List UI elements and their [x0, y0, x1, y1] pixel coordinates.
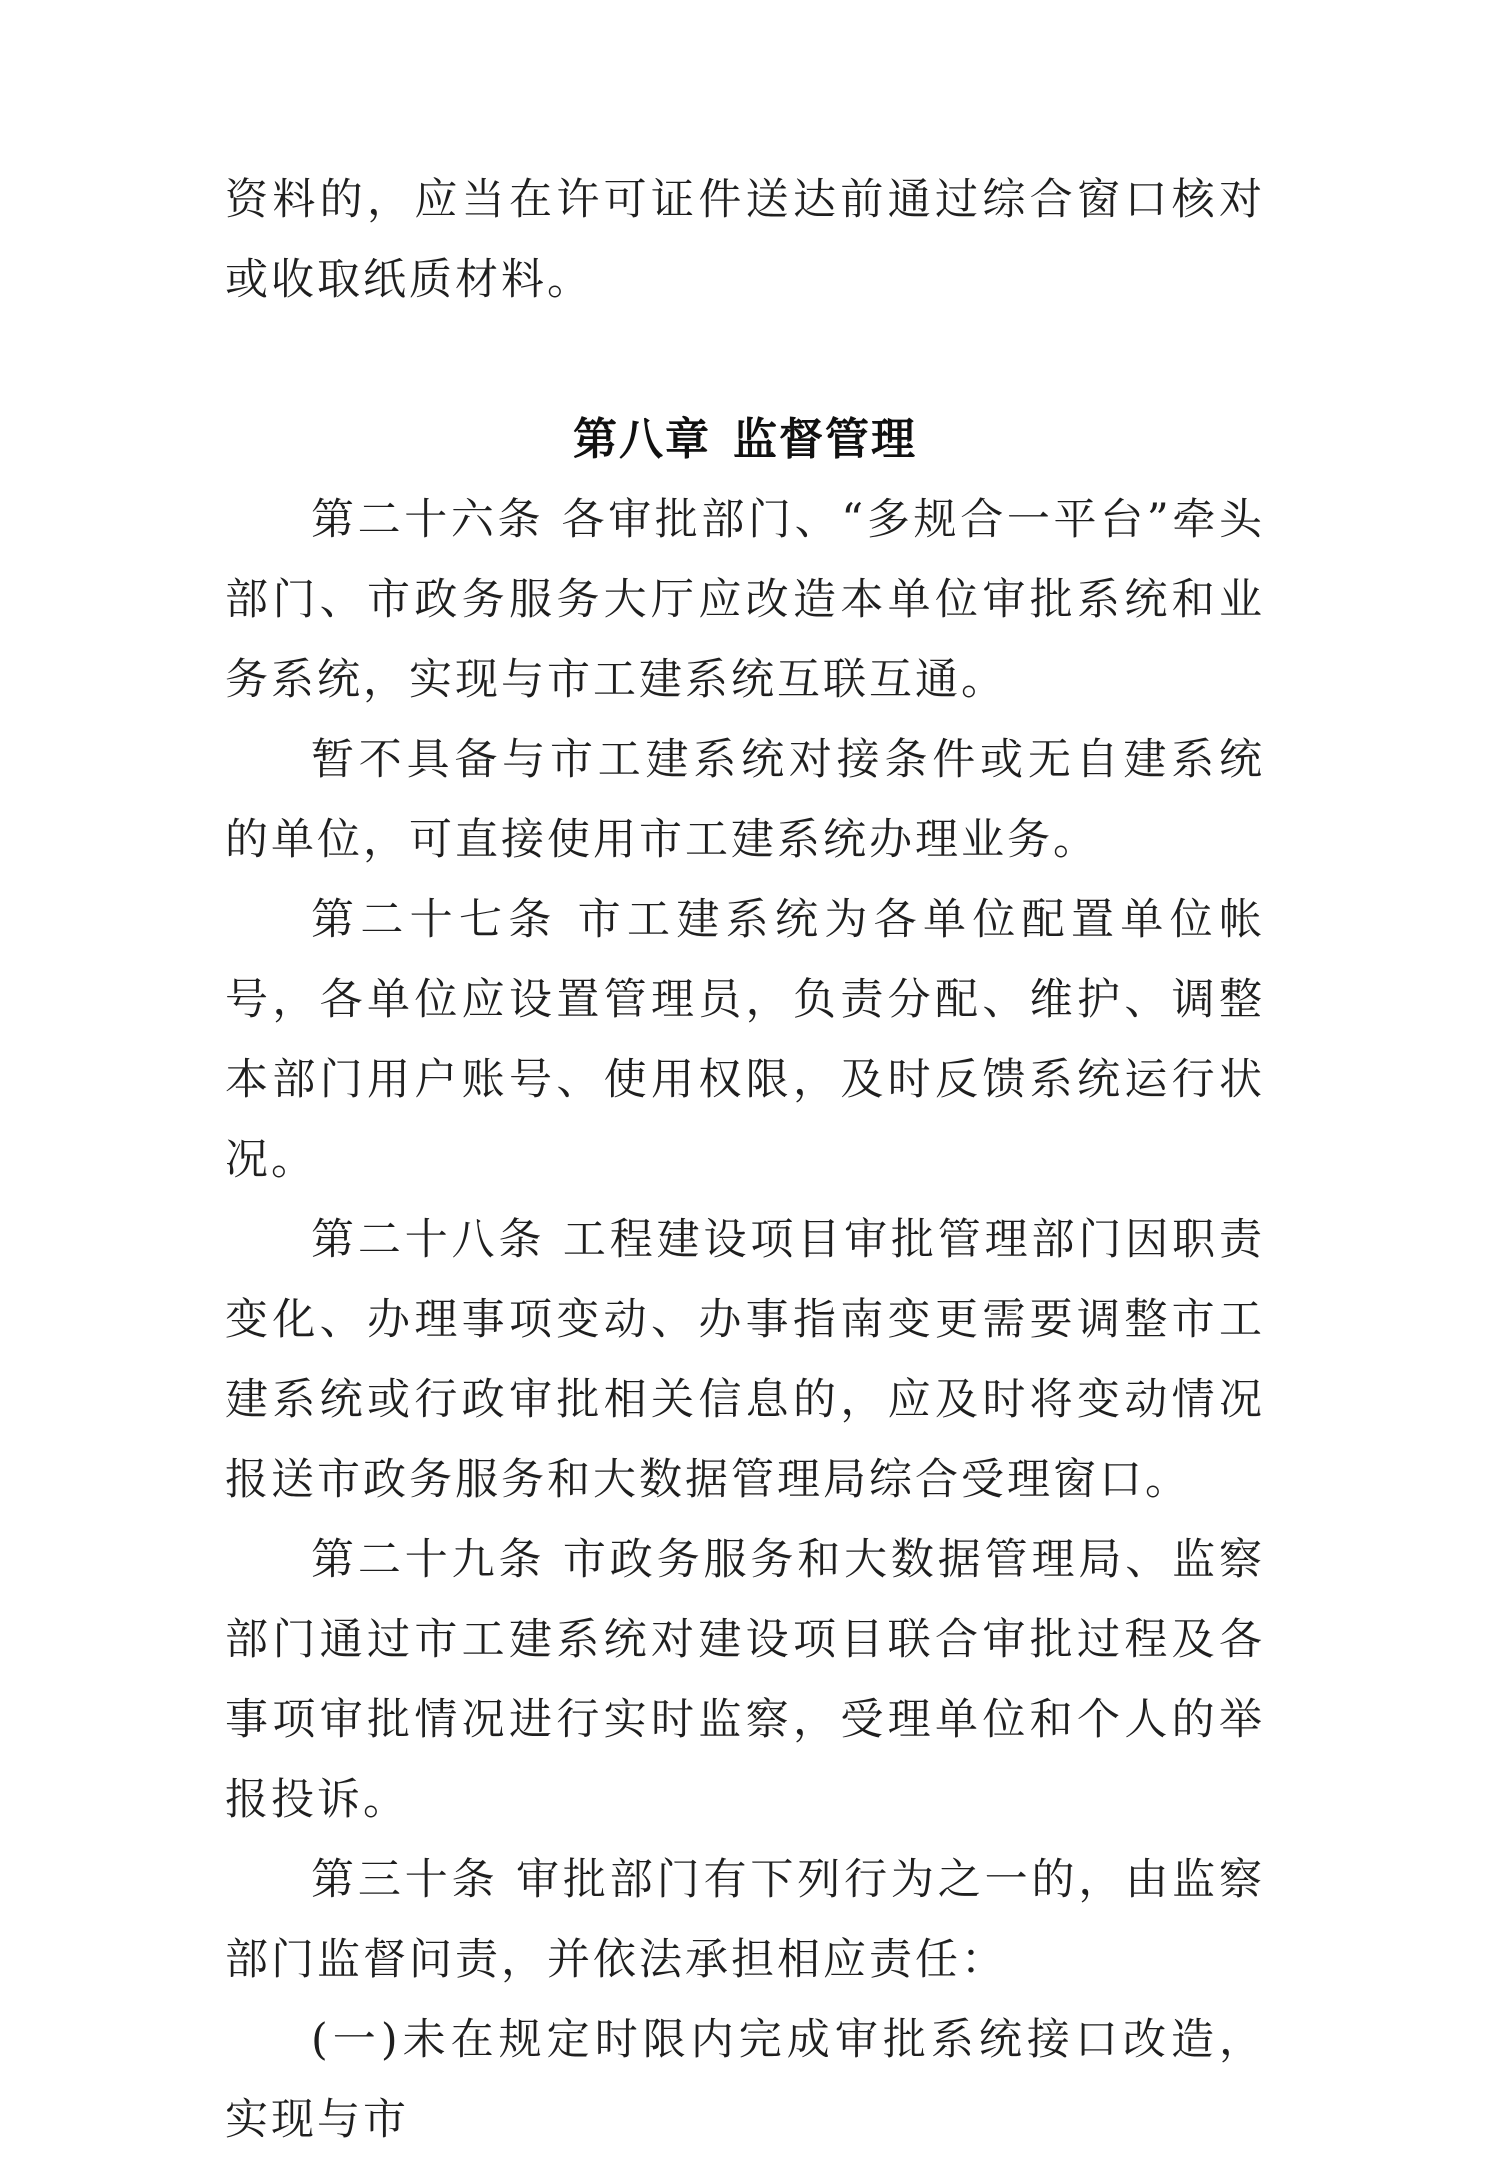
- chapter-title: 监督管理: [733, 414, 917, 465]
- article-26-paragraph: 第二十六条 各审批部门、“多规合一平台”牵头部门、市政务服务大厅应改造本单位审批系统和业务系统，实现与市工建系统互联互通。: [225, 495, 1265, 705]
- chapter-number: 第八章: [573, 414, 711, 465]
- document-body: [225, 160, 1265, 2160]
- article-30-paragraph: 第三十条 审批部门有下列行为之一的，由监察部门监督问责，并依法承担相应责任：: [225, 1855, 1265, 1985]
- article-29-paragraph: 第二十九条 市政务服务和大数据管理局、监察部门通过市工建系统对建设项目联合审批过程及各事项审批情况进行实时监察，受理单位和个人的举报投诉。: [225, 1535, 1265, 1825]
- article-30-item-1-paragraph: (一)未在规定时限内完成审批系统接口改造，实现与市: [225, 2015, 1265, 2145]
- article-27-paragraph: 第二十七条 市工建系统为各单位配置单位帐号，各单位应设置管理员，负责分配、维护、调整本部门用户账号、使用权限，及时反馈系统运行状况。: [225, 895, 1265, 1185]
- chapter-heading: [225, 400, 1265, 480]
- article-26-supplement-paragraph: 暂不具备与市工建系统对接条件或无自建系统的单位，可直接使用市工建系统办理业务。: [225, 735, 1265, 865]
- article-28-paragraph: 第二十八条 工程建设项目审批管理部门因职责变化、办理事项变动、办事指南变更需要调整市工建系统或行政审批相关信息的，应及时将变动情况报送市政务服务和大数据管理局综合受理窗口。: [225, 1215, 1265, 1505]
- intro-paragraph: 资料的，应当在许可证件送达前通过综合窗口核对或收取纸质材料。: [225, 175, 1265, 305]
